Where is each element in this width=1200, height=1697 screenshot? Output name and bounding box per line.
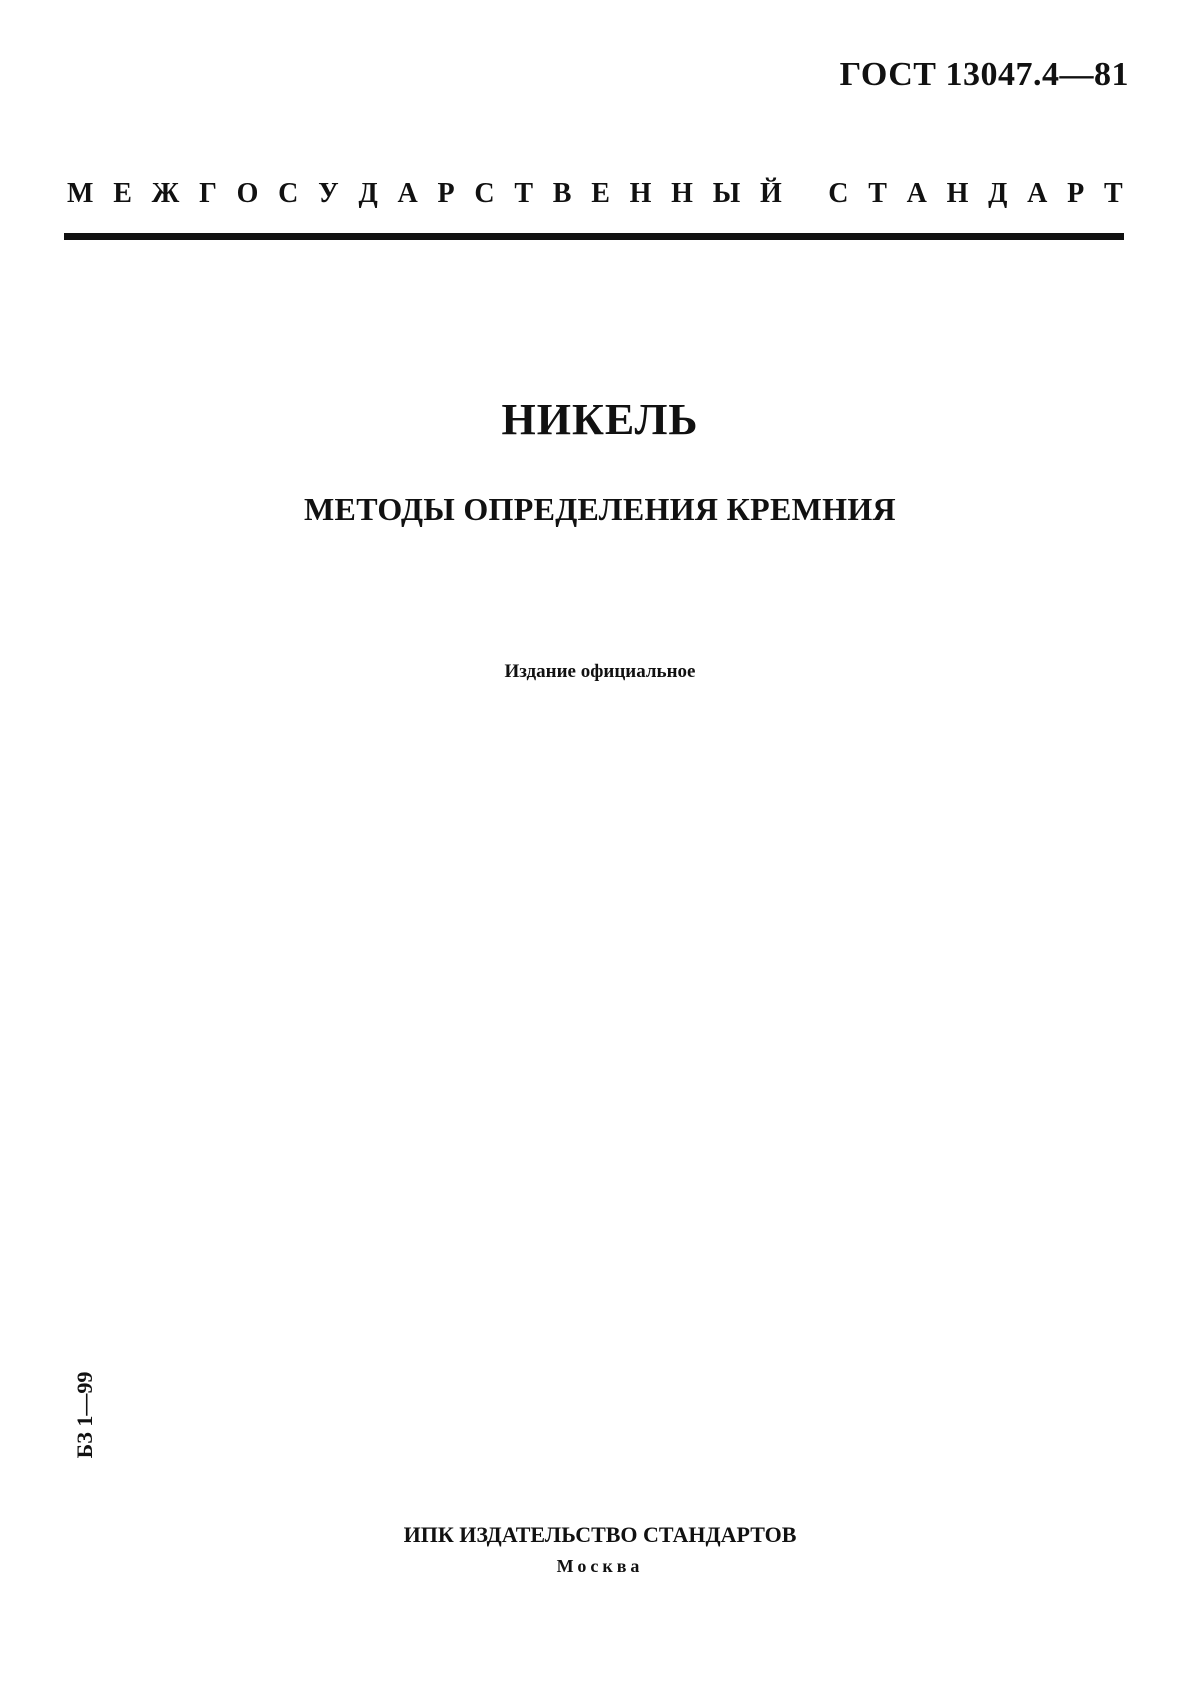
heading-letter: С xyxy=(278,178,299,209)
heading-letter: О xyxy=(236,178,259,209)
heading-letter: Ж xyxy=(151,178,180,209)
heading-letter: Й xyxy=(759,178,782,209)
page-subtitle: МЕТОДЫ ОПРЕДЕЛЕНИЯ КРЕМНИЯ xyxy=(304,491,896,527)
heading-letter: Ы xyxy=(712,178,741,209)
word-gap xyxy=(801,178,808,210)
publisher-city: Москва xyxy=(556,1556,644,1576)
heading-letter: Т xyxy=(514,178,533,209)
page-title: НИКЕЛЬ xyxy=(501,395,699,444)
heading-letter: Н xyxy=(946,178,969,209)
header-divider xyxy=(64,233,1124,240)
heading-letter: А xyxy=(906,178,927,209)
heading-letter: Т xyxy=(868,178,887,209)
heading-letter: В xyxy=(552,178,572,209)
edition-label: Издание официальное xyxy=(504,661,696,682)
heading-letter: Г xyxy=(199,178,217,209)
heading-letter: Д xyxy=(988,178,1008,209)
heading-letter: У xyxy=(318,178,339,209)
publisher-name: ИПК ИЗДАТЕЛЬСТВО СТАНДАРТОВ xyxy=(403,1522,797,1547)
heading-letter: Р xyxy=(437,178,455,209)
document-number: ГОСТ 13047.4—81 xyxy=(839,56,1129,93)
heading-letter: А xyxy=(1027,178,1048,209)
heading-letter: С xyxy=(474,178,495,209)
side-code: БЗ 1—99 xyxy=(72,1371,97,1459)
heading-letter: Е xyxy=(113,178,132,209)
standard-type-heading xyxy=(67,178,1123,210)
heading-letter: Е xyxy=(591,178,610,209)
heading-letter: Н xyxy=(629,178,652,209)
heading-letter: Н xyxy=(671,178,693,209)
heading-letter: М xyxy=(67,178,94,209)
heading-letter: Р xyxy=(1067,178,1085,209)
heading-letter: С xyxy=(828,178,849,209)
heading-letter: Д xyxy=(358,178,378,209)
heading-letter: А xyxy=(397,178,418,209)
heading-letter: Т xyxy=(1104,178,1123,209)
